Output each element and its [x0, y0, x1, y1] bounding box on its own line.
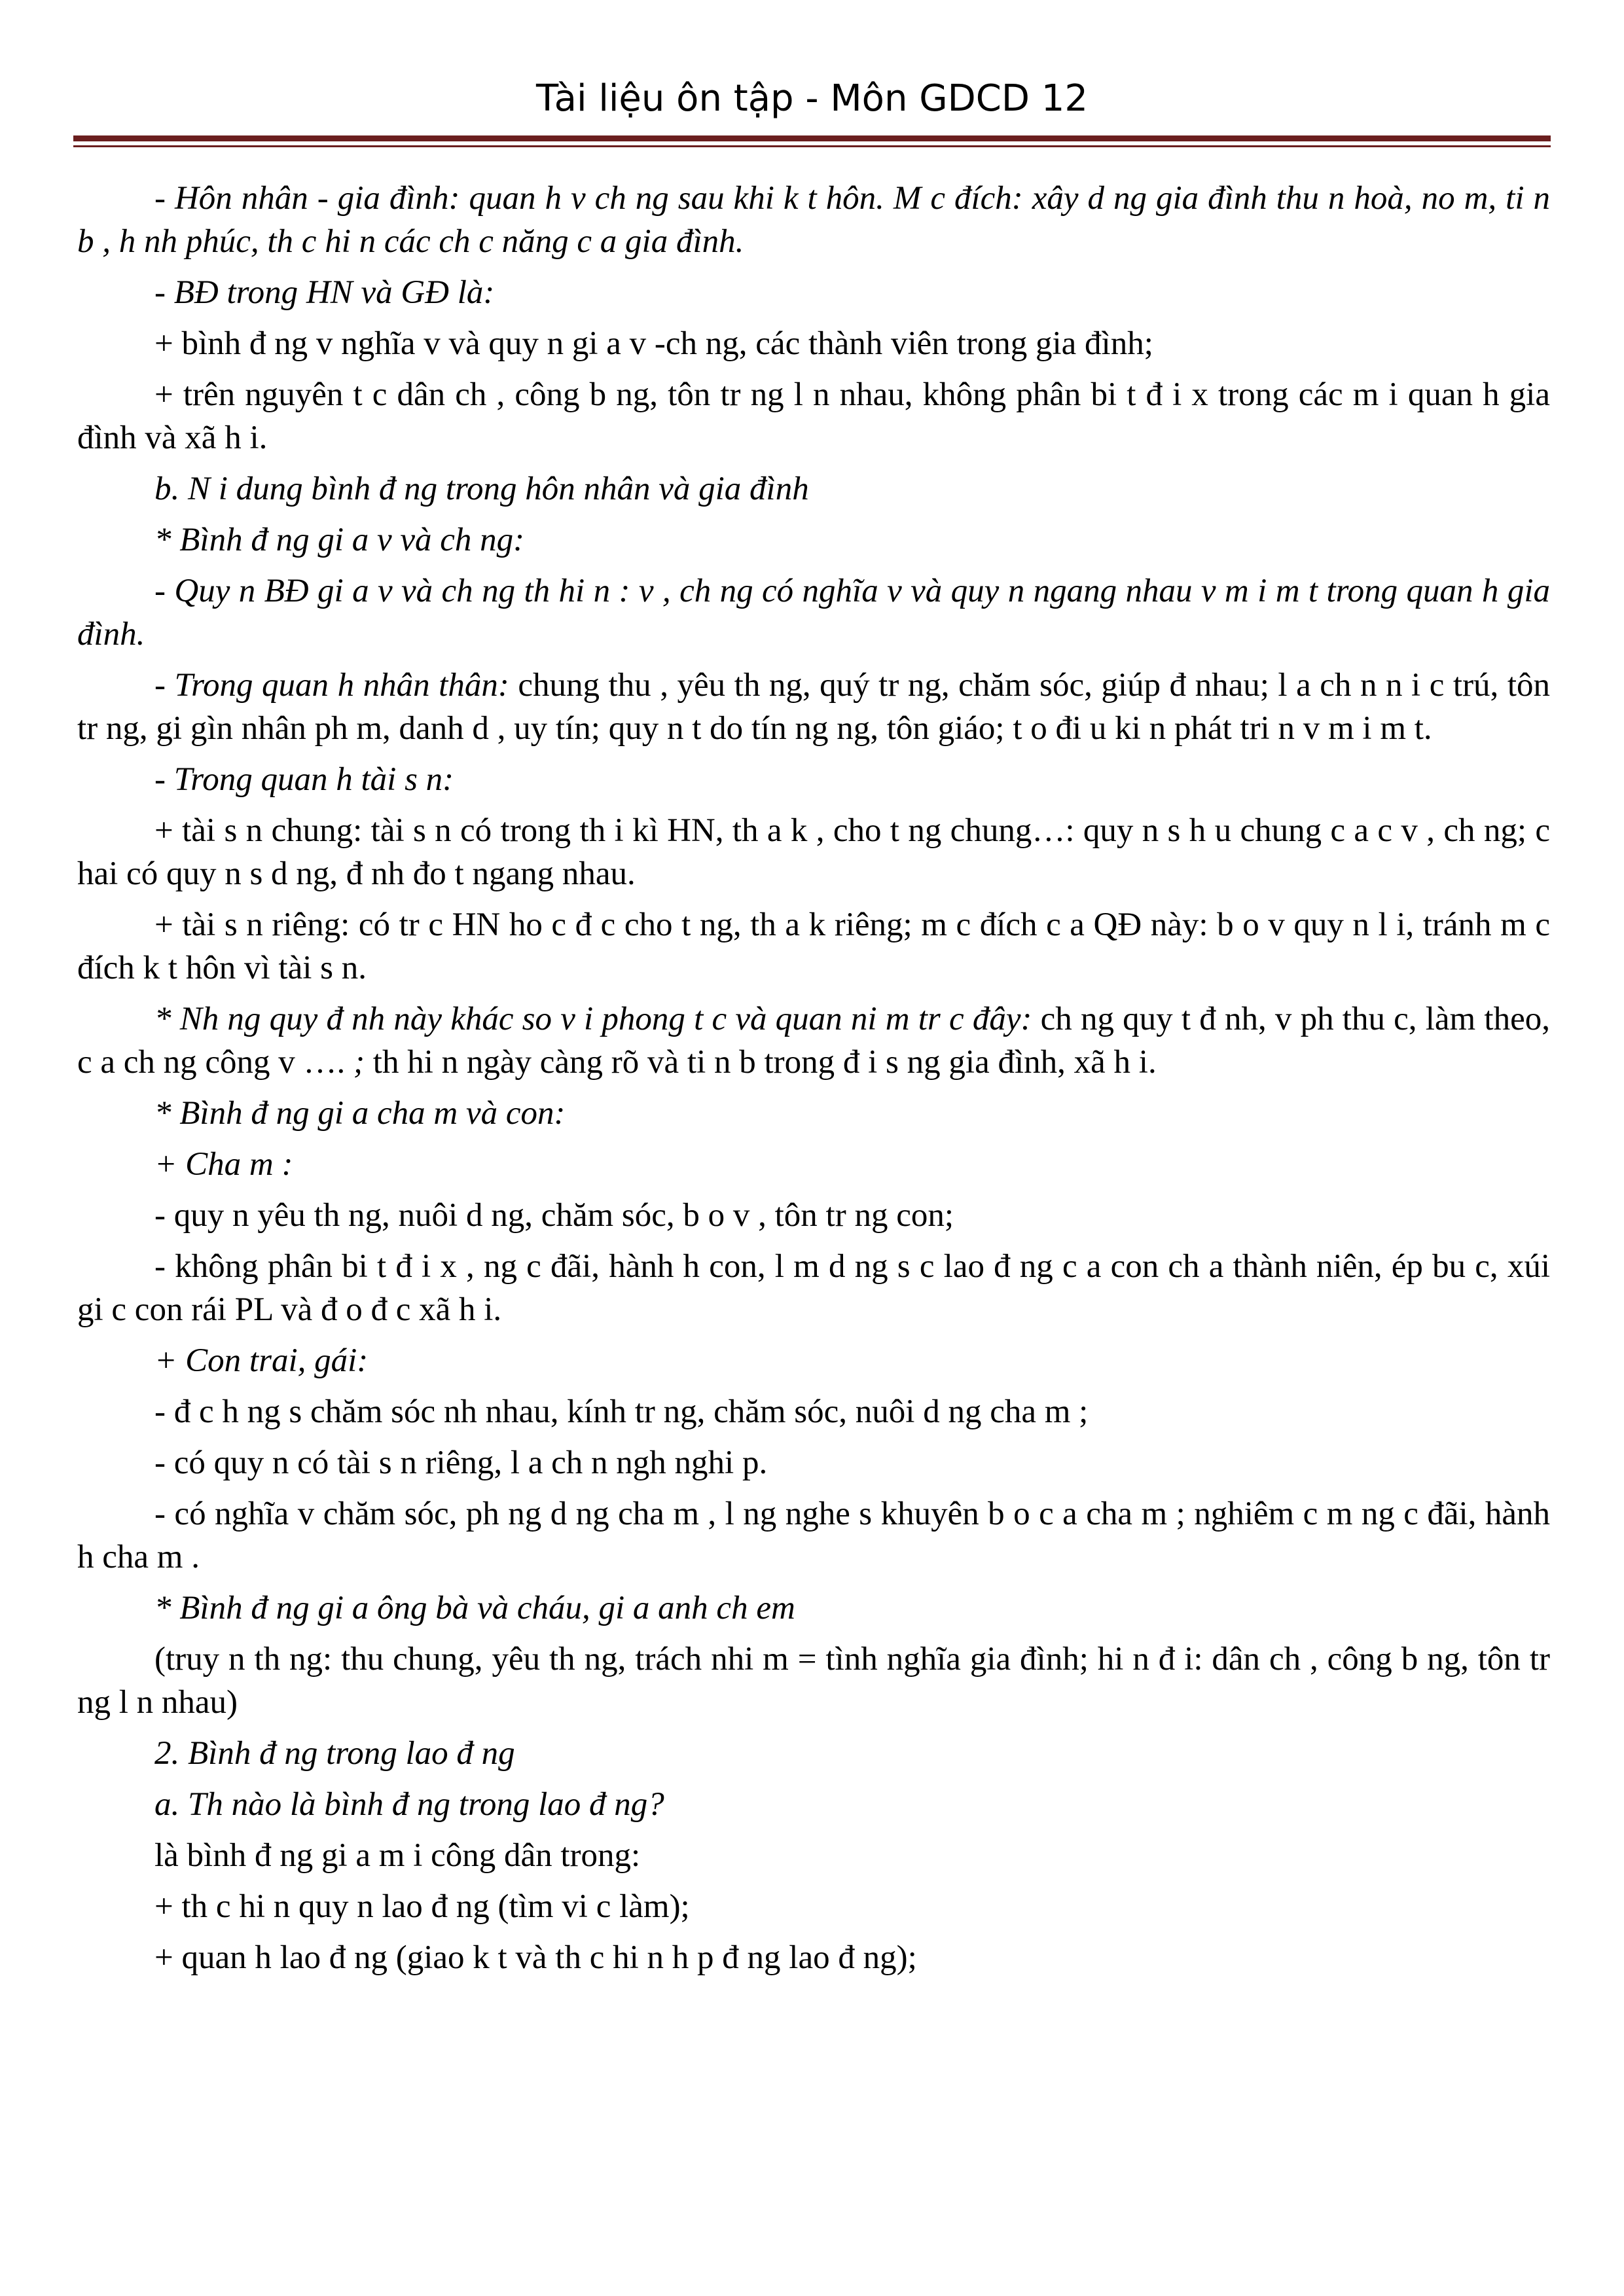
paragraph [77, 997, 1550, 1084]
paragraph [77, 903, 1550, 990]
paragraph-text: ; [353, 1044, 373, 1081]
paragraph-text: - đ c h ng s chăm sóc nh nhau, kính tr ng, chăm sóc, nuôi d ng cha m ; [154, 1393, 1089, 1430]
paragraph [77, 1143, 1550, 1186]
paragraph [77, 1885, 1550, 1928]
paragraph [77, 809, 1550, 895]
paragraph [77, 1936, 1550, 1979]
header-rule-thin [73, 145, 1551, 147]
paragraph [77, 664, 1550, 750]
paragraph-text: * Bình đ ng gi a cha m và con: [154, 1095, 566, 1132]
paragraph-text: a. Th nào là bình đ ng trong lao đ ng? [154, 1786, 664, 1823]
paragraph [77, 1783, 1550, 1826]
paragraph-text: - BĐ trong HN và GĐ là: [154, 274, 495, 311]
paragraph [77, 1587, 1550, 1630]
paragraph-text: + Con trai, gái: [154, 1342, 369, 1379]
paragraph-text: - Trong quan h nhân thân: [154, 667, 518, 704]
paragraph-text: (truy n th ng: thu chung, yêu th ng, trách nhi m = tình nghĩa gia đình; hi n đ i: dân ch , công b ng, tôn tr ng l n nhau) [77, 1641, 1550, 1721]
paragraph-text: ch ng quy t đ nh, v ph thu c, làm theo, c a ch ng công v …. [77, 1001, 1550, 1081]
paragraph [77, 1194, 1550, 1237]
paragraph-text: - quy n yêu th ng, nuôi d ng, chăm sóc, b o v , tôn tr ng con; [154, 1197, 954, 1234]
paragraph [77, 1492, 1550, 1579]
paragraph-text: * Bình đ ng gi a ông bà và cháu, gi a anh ch em [154, 1590, 795, 1626]
paragraph-text: - có nghĩa v chăm sóc, ph ng d ng cha m , l ng nghe s khuyên b o c a cha m ; nghiêm c m ng c đãi, hành h cha m . [77, 1496, 1550, 1575]
paragraph [77, 177, 1550, 263]
paragraph-text: 2. Bình đ ng trong lao đ ng [154, 1735, 515, 1772]
paragraph [77, 467, 1550, 511]
page-header-title: Tài liệu ôn tập - Môn GDCD 12 [535, 77, 1089, 120]
paragraph [77, 373, 1550, 459]
paragraph-text: + quan h lao đ ng (giao k t và th c hi n h p đ ng lao đ ng); [154, 1939, 917, 1976]
paragraph [77, 1441, 1550, 1484]
paragraph-text: + tài s n riêng: có tr c HN ho c đ c cho t ng, th a k riêng; m c đích c a QĐ này: b o v quy n l i, tránh m c đích k t hôn vì tài s n. [77, 906, 1550, 986]
paragraph [77, 569, 1550, 656]
paragraph [77, 518, 1550, 562]
paragraph-text: chung thu , yêu th ng, quý tr ng, chăm sóc, giúp đ nhau; l a ch n n i c trú, tôn tr ng, gi gìn nhân ph m, danh d , uy tín; quy n t do tín ng ng, tôn giáo; t o đi u ki n phát tri n v m i m t. [77, 667, 1550, 747]
paragraph-text: + trên nguyên t c dân ch , công b ng, tôn tr ng l n nhau, không phân bi t đ i x trong các m i quan h gia đình và xã h i. [77, 376, 1550, 456]
paragraph-text: + th c hi n quy n lao đ ng (tìm vi c làm); [154, 1888, 690, 1925]
paragraph [77, 1092, 1550, 1135]
paragraph [77, 1638, 1550, 1724]
paragraph-text: - có quy n có tài s n riêng, l a ch n ngh nghi p. [154, 1444, 768, 1481]
paragraph [77, 1339, 1550, 1382]
paragraph-text: b. N i dung bình đ ng trong hôn nhân và gia đình [154, 471, 809, 507]
paragraph-text: * Nh ng quy đ nh này khác so v i phong t c và quan ni m tr c đây: [154, 1001, 1041, 1037]
paragraph [77, 322, 1550, 365]
paragraph-text: là bình đ ng gi a m i công dân trong: [154, 1837, 641, 1874]
paragraph-text: - Trong quan h tài s n: [154, 761, 454, 798]
paragraph [77, 1732, 1550, 1775]
paragraph-text: + Cha m : [154, 1146, 293, 1183]
document-body [77, 177, 1550, 1987]
paragraph [77, 271, 1550, 314]
paragraph-text: * Bình đ ng gi a v và ch ng: [154, 522, 525, 558]
paragraph [77, 1390, 1550, 1433]
header-rule-thick [73, 135, 1551, 141]
paragraph-text: th hi n ngày càng rõ và ti n b trong đ i s ng gia đình, xã h i. [372, 1044, 1157, 1081]
paragraph-text: - không phân bi t đ i x , ng c đãi, hành h con, l m d ng s c lao đ ng c a con ch a thành niên, ép bu c, xúi gi c con rái PL và đ o đ c xã h i. [77, 1248, 1550, 1328]
paragraph-text: - Quy n BĐ gi a v và ch ng th hi n : v , ch ng có nghĩa v và quy n ngang nhau v m i m t trong quan h gia đình. [77, 573, 1550, 653]
paragraph-text: + bình đ ng v nghĩa v và quy n gi a v -ch ng, các thành viên trong gia đình; [154, 325, 1153, 362]
paragraph-text: - Hôn nhân - gia đình: quan h v ch ng sau khi k t hôn. M c đích: xây d ng gia đình thu n hoà, no m, ti n b , h nh phúc, th c hi n các ch c năng c a gia đình. [77, 180, 1550, 260]
paragraph [77, 1834, 1550, 1877]
paragraph [77, 1245, 1550, 1331]
paragraph [77, 758, 1550, 801]
paragraph-text: + tài s n chung: tài s n có trong th i kì HN, th a k , cho t ng chung…: quy n s h u chung c a c v , ch ng; c hai có quy n s d ng, đ nh đo t ngang nhau. [77, 812, 1550, 892]
